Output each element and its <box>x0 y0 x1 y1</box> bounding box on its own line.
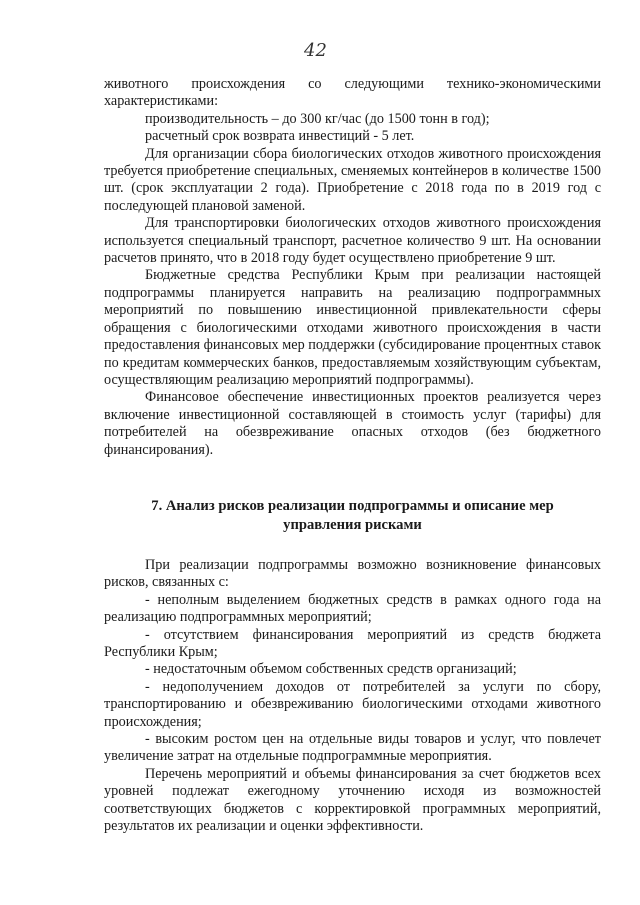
list-item: - отсутствием финансирования мероприятий из средств бюджета Республики Крым; <box>104 626 601 660</box>
paragraph: животного происхождения со следующими технико-экономическими характеристиками: <box>104 76 601 110</box>
paragraph: Бюджетные средства Республики Крым при реализации настоящей подпрограммы планируется направить на реализацию подпрограммных мероприятий по повышению инвестиционной привлекательности сферы обращения с биологическими отходами животного происхождения в части предоставления финансовых мер поддержки (субсидирование процентных ставок по кредитам коммерческих банков, предоставляемым хозяйствующим субъектам, осуществляющим реализацию мероприятий подпрограммы). <box>104 267 601 388</box>
paragraph: При реализации подпрограммы возможно возникновение финансовых рисков, связанных с: <box>104 556 601 591</box>
document-body <box>104 76 601 835</box>
paragraph: Финансовое обеспечение инвестиционных проектов реализуется через включение инвестиционной составляющей в стоимость услуг (тарифы) для потребителей на обезвреживание опасных отходов (без бюджетного финансирования). <box>104 389 601 458</box>
paragraph: производительность – до 300 кг/час (до 1500 тонн в год); <box>145 110 490 127</box>
section-heading: 7. Анализ рисков реализации подпрограммы и описание мер управления рисками <box>151 497 554 533</box>
list-item: - неполным выделением бюджетных средств в рамках одного года на реализацию подпрограммных мероприятий; <box>104 591 601 626</box>
page-number: 42 <box>304 40 327 61</box>
paragraph: расчетный срок возврата инвестиций - 5 лет. <box>145 128 415 145</box>
list-item: - высоким ростом цен на отдельные виды товаров и услуг, что повлечет увеличение затрат на отдельные подпрограммные мероприятия. <box>104 731 601 765</box>
list-item: - недостаточным объемом собственных средств организаций; <box>145 661 517 678</box>
list-item: - недополучением доходов от потребителей за услуги по сбору, транспортированию и обезвреживанию биологическими отходами животного происхождения; <box>104 678 601 730</box>
paragraph: Для организации сбора биологических отходов животного происхождения требуется приобретение специальных, сменяемых контейнеров в количестве 1500 шт. (срок эксплуатации 2 года). Приобретение с 2018 года по в 2019 год с последующей плановой заменой. <box>104 145 601 214</box>
paragraph: Перечень мероприятий и объемы финансирования за счет бюджетов всех уровней подлежат ежегодному уточнению исходя из возможностей соответствующих бюджетов с корректировкой программных мероприятий, результатов их реализации и оценки эффективности. <box>104 765 601 835</box>
paragraph: Для транспортировки биологических отходов животного происхождения используется специальный транспорт, расчетное количество 9 шт. На основании расчетов принято, что в 2018 году будет осуществлено приобретение 9 шт. <box>104 215 601 267</box>
